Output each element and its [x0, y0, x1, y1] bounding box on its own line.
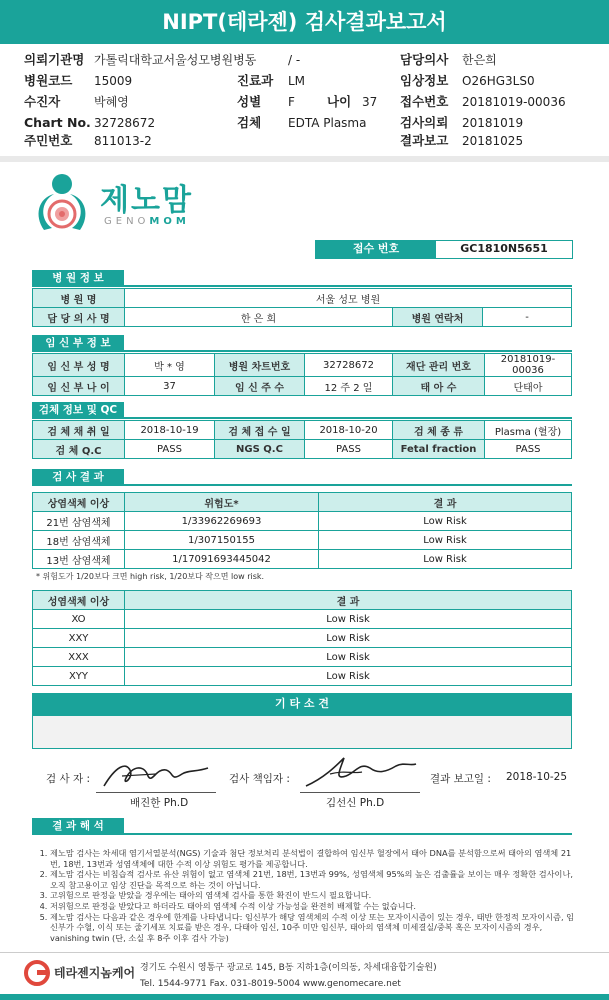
header-value: O26HG3LS0 — [462, 74, 535, 88]
other-findings-body — [32, 715, 572, 749]
label-cell: 재단 관리 번호 — [393, 354, 485, 377]
logo-sub-mom: MOM — [149, 216, 190, 227]
hospital-table — [32, 288, 572, 327]
company-name: 테라젠지놈케어 — [54, 966, 136, 980]
column-header: 상염색체 이상 — [33, 493, 125, 512]
table-row — [33, 308, 572, 327]
table-row — [33, 550, 572, 569]
row-name: 13번 삼염색체 — [33, 550, 125, 569]
value-cell: 박 * 영 — [125, 354, 215, 377]
value-cell: 12 주 2 일 — [305, 377, 393, 396]
table-header-row — [33, 493, 572, 512]
header-row — [0, 113, 609, 133]
table-row — [33, 629, 572, 648]
table-row — [33, 421, 572, 440]
header-row — [0, 71, 609, 91]
header-label: 나이 — [327, 94, 352, 109]
report-date-label: 결과 보고일 : — [430, 773, 491, 785]
header-label: 결과보고 — [400, 133, 449, 148]
section-specimen: 검체 정보 및 QC — [32, 402, 124, 419]
value-cell: 2018-10-20 — [305, 421, 393, 440]
logo-sub-geno: GENO — [104, 216, 150, 227]
header-label: 검사의뢰 — [400, 115, 449, 130]
header-label: 접수번호 — [400, 94, 449, 109]
header-label: 임상정보 — [400, 73, 449, 88]
logo-wordmark: 제노맘 — [100, 183, 193, 218]
table-row — [33, 610, 572, 629]
signature-line — [300, 792, 420, 793]
sex-chromosome-table — [32, 590, 572, 686]
table-row — [33, 648, 572, 667]
table-row — [33, 531, 572, 550]
section-line — [32, 285, 572, 287]
value-cell: 서울 성모 병원 — [125, 289, 572, 308]
section-hospital: 병 원 정 보 — [32, 270, 124, 287]
row-result: Low Risk — [125, 629, 572, 648]
label-cell: 담 당 의 사 명 — [33, 308, 125, 327]
table-row — [33, 440, 572, 459]
row-result: Low Risk — [319, 531, 572, 550]
receipt-label: 접수 번호 — [316, 241, 436, 258]
section-line — [32, 350, 572, 352]
row-name: XXY — [33, 629, 125, 648]
row-name: XXX — [33, 648, 125, 667]
header-value: 가톨릭대학교서울성모병원병동 — [94, 53, 257, 67]
row-name: XO — [33, 610, 125, 629]
section-interpretation: 결 과 해 석 — [32, 818, 124, 835]
table-row — [33, 289, 572, 308]
table-row — [33, 377, 572, 396]
value-cell: 20181019-00036 — [485, 354, 572, 377]
section-line — [32, 484, 572, 486]
chief-label: 검사 책임자 : — [229, 773, 290, 785]
row-name: 18번 삼염색체 — [33, 531, 125, 550]
examiner-label: 검 사 자 : — [46, 773, 90, 785]
footer-divider — [0, 952, 609, 953]
list-item: 3. 고위험으로 판정을 받았을 경우에는 태아의 염색체 검사를 통한 확진이 반드시 필요합니다. — [50, 890, 578, 901]
row-result: Low Risk — [125, 610, 572, 629]
header-info — [0, 46, 609, 150]
header-row — [0, 131, 609, 151]
table-header-row — [33, 591, 572, 610]
header-value: 20181019-00036 — [462, 95, 566, 109]
company-address — [140, 960, 437, 992]
label-cell: 검 체 접 수 일 — [215, 421, 305, 440]
row-result: Low Risk — [125, 648, 572, 667]
row-result: Low Risk — [125, 667, 572, 686]
risk-footnote: * 위험도가 1/20보다 크면 high risk, 1/20보다 작으면 low risk. — [36, 572, 265, 581]
separator — [0, 156, 609, 162]
label-cell: 검 체 채 취 일 — [33, 421, 125, 440]
contact-line: Tel. 1544-9771 Fax. 031-8019-5004 www.genomecare.net — [140, 979, 401, 989]
label-cell: Fetal fraction — [393, 440, 485, 459]
label-cell: NGS Q.C — [215, 440, 305, 459]
specimen-table — [32, 420, 572, 459]
row-risk: 1/17091693445042 — [125, 550, 319, 569]
header-label: 성별 — [237, 94, 262, 109]
value-cell: 32728672 — [305, 354, 393, 377]
report-title: NIPT(테라젠) 검사결과보고서 — [0, 0, 609, 44]
header-label: 병원코드 — [24, 73, 73, 88]
value-cell: 단태아 — [485, 377, 572, 396]
address-line: 경기도 수원시 영통구 광교로 145, B동 지하1층(이의동, 차세대융합기술원) — [140, 963, 437, 973]
logo-subtitle — [104, 216, 190, 227]
row-name: 21번 삼염색체 — [33, 512, 125, 531]
label-cell: 병 원 명 — [33, 289, 125, 308]
header-value: 811013-2 — [94, 134, 152, 148]
header-value: 박혜영 — [94, 95, 129, 109]
column-header: 성염색체 이상 — [33, 591, 125, 610]
label-cell: 병원 차트번호 — [215, 354, 305, 377]
header-label: 수진자 — [24, 94, 61, 109]
table-row — [33, 354, 572, 377]
header-value: / - — [288, 53, 301, 67]
label-cell: 임 신 주 수 — [215, 377, 305, 396]
header-value: 37 — [362, 95, 378, 109]
header-row — [0, 50, 609, 70]
label-cell: 검 체 Q.C — [33, 440, 125, 459]
other-findings-header: 기 타 소 견 — [32, 693, 572, 715]
section-pregnant: 임 신 부 정 보 — [32, 335, 124, 352]
header-label: 의뢰기관명 — [24, 52, 85, 67]
examiner-signature-icon — [96, 756, 216, 792]
list-item: 4. 저위험으로 판정을 받았다고 하더라도 태아의 염색체 수적 이상 가능성을 완전히 배제할 수는 없습니다. — [50, 901, 578, 912]
table-row — [33, 667, 572, 686]
column-header: 결 과 — [319, 493, 572, 512]
report-date: 2018-10-25 — [506, 771, 568, 783]
company-logo-icon — [22, 958, 52, 988]
examiner-name: 배진한 Ph.D — [130, 797, 189, 809]
label-cell: 검 체 종 류 — [393, 421, 485, 440]
value-cell: PASS — [485, 440, 572, 459]
row-result: Low Risk — [319, 512, 572, 531]
value-cell: 37 — [125, 377, 215, 396]
value-cell: 2018-10-19 — [125, 421, 215, 440]
header-value: EDTA Plasma — [288, 116, 367, 130]
value-cell: 한 은 희 — [125, 308, 393, 327]
value-cell: PASS — [125, 440, 215, 459]
receipt-number-box — [315, 240, 573, 259]
bottom-bar — [0, 994, 609, 1000]
row-result: Low Risk — [319, 550, 572, 569]
header-value: 20181025 — [462, 134, 524, 148]
list-item: 2. 제노맘 검사는 비침습적 검사로 유산 위험이 없고 염색체 21번, 18번, 13번과 99%, 성염색체 95%의 높은 검출률을 보이는 매우 정확한 검사이나, 오직 참고용이고 임상 진단을 목적으로 하는 것이 아닙니다. — [50, 869, 578, 890]
receipt-value: GC1810N5651 — [460, 242, 548, 255]
chief-signature-icon — [300, 752, 420, 792]
signature-line — [96, 792, 216, 793]
header-label: 검체 — [237, 115, 262, 130]
header-value: LM — [288, 74, 306, 88]
autosome-result-table — [32, 492, 572, 569]
column-header: 위험도* — [125, 493, 319, 512]
header-value: 32728672 — [94, 116, 156, 130]
header-label: 진료과 — [237, 73, 274, 88]
list-item: 1. 제노맘 검사는 차세대 염기서열분석(NGS) 기술과 첨단 정보처리 분석법이 결합하여 임신부 혈장에서 태아 DNA를 분석함으로써 태아의 염색체 21번, 18번, 13번과 성염색체에 대한 수적 이상 위험도 평가를 제공합니다. — [50, 848, 578, 869]
row-risk: 1/307150155 — [125, 531, 319, 550]
header-row — [0, 92, 609, 112]
value-cell: Plasma (혈장) — [485, 421, 572, 440]
section-results: 검 사 결 과 — [32, 469, 124, 486]
section-line — [32, 417, 572, 419]
chief-name: 김선신 Ph.D — [326, 797, 385, 809]
header-value: 20181019 — [462, 116, 524, 130]
label-cell: 임 신 부 성 명 — [33, 354, 125, 377]
header-value: 한은희 — [462, 53, 497, 67]
header-label: Chart No. — [24, 115, 91, 130]
label-cell: 병원 연락처 — [393, 308, 483, 327]
header-value: 15009 — [94, 74, 133, 88]
interpretation-list — [38, 848, 578, 943]
header-value: F — [288, 95, 295, 109]
column-header: 결 과 — [125, 591, 572, 610]
value-cell: PASS — [305, 440, 393, 459]
pregnant-table — [32, 353, 572, 396]
header-label: 주민번호 — [24, 133, 73, 148]
row-name: XYY — [33, 667, 125, 686]
section-line — [32, 833, 572, 835]
label-cell: 태 아 수 — [393, 377, 485, 396]
table-row — [33, 512, 572, 531]
value-cell: - — [483, 308, 572, 327]
label-cell: 임 신 부 나 이 — [33, 377, 125, 396]
header-label: 담당의사 — [400, 52, 449, 67]
row-risk: 1/33962269693 — [125, 512, 319, 531]
list-item: 5. 제노맘 검사는 다음과 같은 경우에 한계를 나타냅니다: 임신부가 해당 염색체의 수적 이상 또는 모자이시즘이 있는 경우, 태반 한정적 모자이시즘, 임신부가 수혈, 이식 또는 줄기세포 치료를 받은 경우, 다태아 임신, 10주 미만 임신부, 태아의 염색체 미세결실/중복 혹은 모자이시즘의 경우, vanishing twin (단, 소실 후 8주 이후 검사 가능) — [50, 912, 578, 944]
